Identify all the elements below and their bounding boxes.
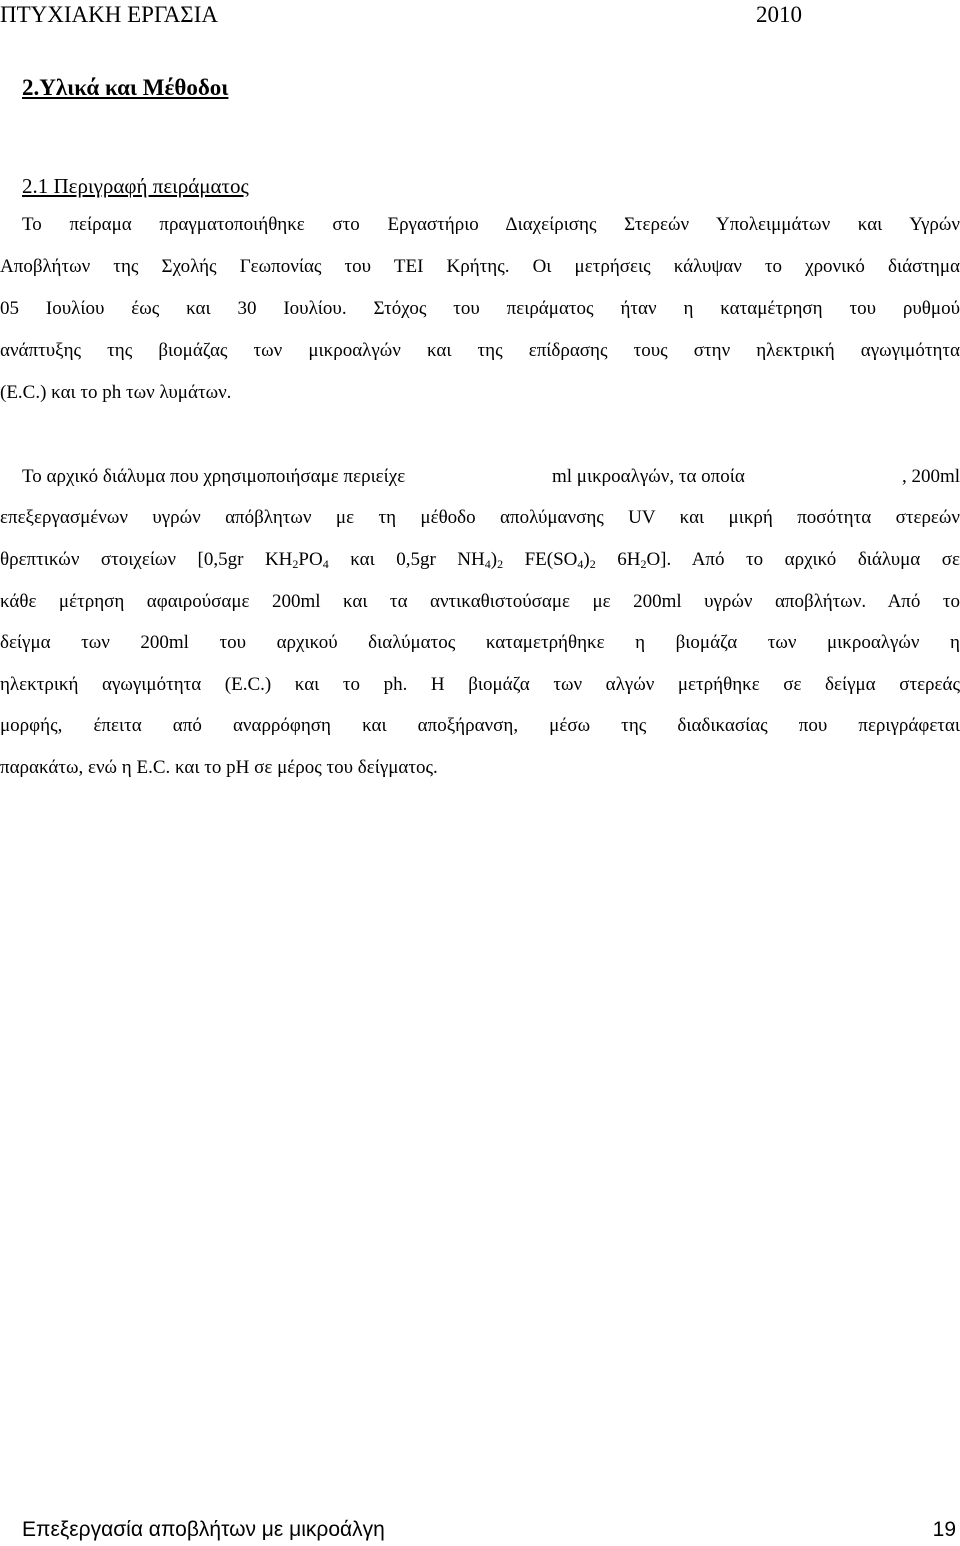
formula-text-5: FE(SO bbox=[503, 549, 578, 570]
paragraph-2-line-6: ηλεκτρική αγωγιμότητα (E.C.) και το ph. Η βιομάζα των αλγών μετρήθηκε σε δείγμα στερεάς bbox=[0, 674, 960, 695]
header-year: 2010 bbox=[756, 2, 802, 27]
formula-sub-1: 2 bbox=[292, 557, 299, 571]
paragraph-2-line-5: δείγμα των 200ml του αρχικού διαλύματος καταμετρήθηκε η βιομάζα των μικροαλγών η bbox=[0, 632, 960, 653]
formula-text-7: 6H bbox=[595, 549, 641, 570]
formula-text-2: PO bbox=[298, 549, 323, 570]
paragraph-1-line-1: Το πείραμα πραγματοποιήθηκε στο Εργαστήριο Διαχείρισης Στερεών Υπολειμμάτων και Υγρών bbox=[22, 214, 960, 235]
formula-text-1: θρεπτικών στοιχείων [0,5gr KH bbox=[0, 549, 293, 570]
formula-text-8: O]. Από το αρχικό διάλυμα σε bbox=[646, 549, 960, 570]
paragraph-2-line-1-part-2: ml μικροαλγών, τα οποία bbox=[552, 466, 745, 487]
formula-sub-7: 2 bbox=[640, 557, 647, 571]
page-number: 19 bbox=[932, 1518, 956, 1541]
paragraph-2-line-4: κάθε μέτρηση αφαιρούσαμε 200ml και τα αντικαθιστούσαμε με 200ml υγρών αποβλήτων. Από το bbox=[0, 591, 960, 612]
paragraph-2-line-7: μορφής, έπειτα από αναρρόφηση και αποξήρανση, μέσω της διαδικασίας που περιγράφεται bbox=[0, 715, 960, 736]
header-title: ΠΤΥΧΙΑΚΗ ΕΡΓΑΣΙΑ bbox=[0, 2, 218, 27]
paragraph-2-line-3 bbox=[0, 549, 960, 571]
formula-sub-2: 4 bbox=[322, 557, 329, 571]
paragraph-1-line-2: Αποβλήτων της Σχολής Γεωπονίας του ΤΕΙ Κρήτης. Οι μετρήσεις κάλυψαν το χρονικό διάστημα bbox=[0, 256, 960, 277]
formula-sub-3: 4 bbox=[484, 557, 491, 571]
formula-sub-5: 4 bbox=[577, 557, 584, 571]
paragraph-2-line-8: παρακάτω, ενώ η E.C. και το pH σε μέρος του δείγματος. bbox=[0, 757, 438, 778]
formula-text-3: και 0,5gr NH bbox=[328, 549, 485, 570]
formula-text-4: ) bbox=[490, 549, 498, 570]
formula-sub-4: 2 bbox=[497, 557, 504, 571]
paragraph-1-line-5: (E.C.) και το ph των λυμάτων. bbox=[0, 382, 232, 403]
paragraph-2-line-1-part-3: , 200ml bbox=[901, 466, 960, 487]
subsection-title: 2.1 Περιγραφή πειράματος bbox=[22, 174, 249, 198]
paragraph-1-line-3: 05 Ιουλίου έως και 30 Ιουλίου. Στόχος του πειράματος ήταν η καταμέτρηση του ρυθμού bbox=[0, 298, 960, 319]
footer-title: Επεξεργασία αποβλήτων με μικροάλγη bbox=[22, 1518, 385, 1541]
paragraph-1-line-4: ανάπτυξης της βιομάζας των μικροαλγών και της επίδρασης τους στην ηλεκτρική αγωγιμότητα bbox=[0, 340, 960, 361]
formula-sub-6: 2 bbox=[589, 557, 596, 571]
paragraph-2-line-1-part-1: Το αρχικό διάλυμα που χρησιμοποιήσαμε περιείχε bbox=[22, 466, 406, 487]
paragraph-2-line-2: επεξεργασμένων υγρών απόβλητων με τη μέθοδο απολύμανσης UV και μικρή ποσότητα στερεών bbox=[0, 507, 960, 528]
formula-text-6: ) bbox=[583, 549, 590, 570]
section-title: 2.Υλικά και Μέθοδοι bbox=[22, 75, 229, 100]
